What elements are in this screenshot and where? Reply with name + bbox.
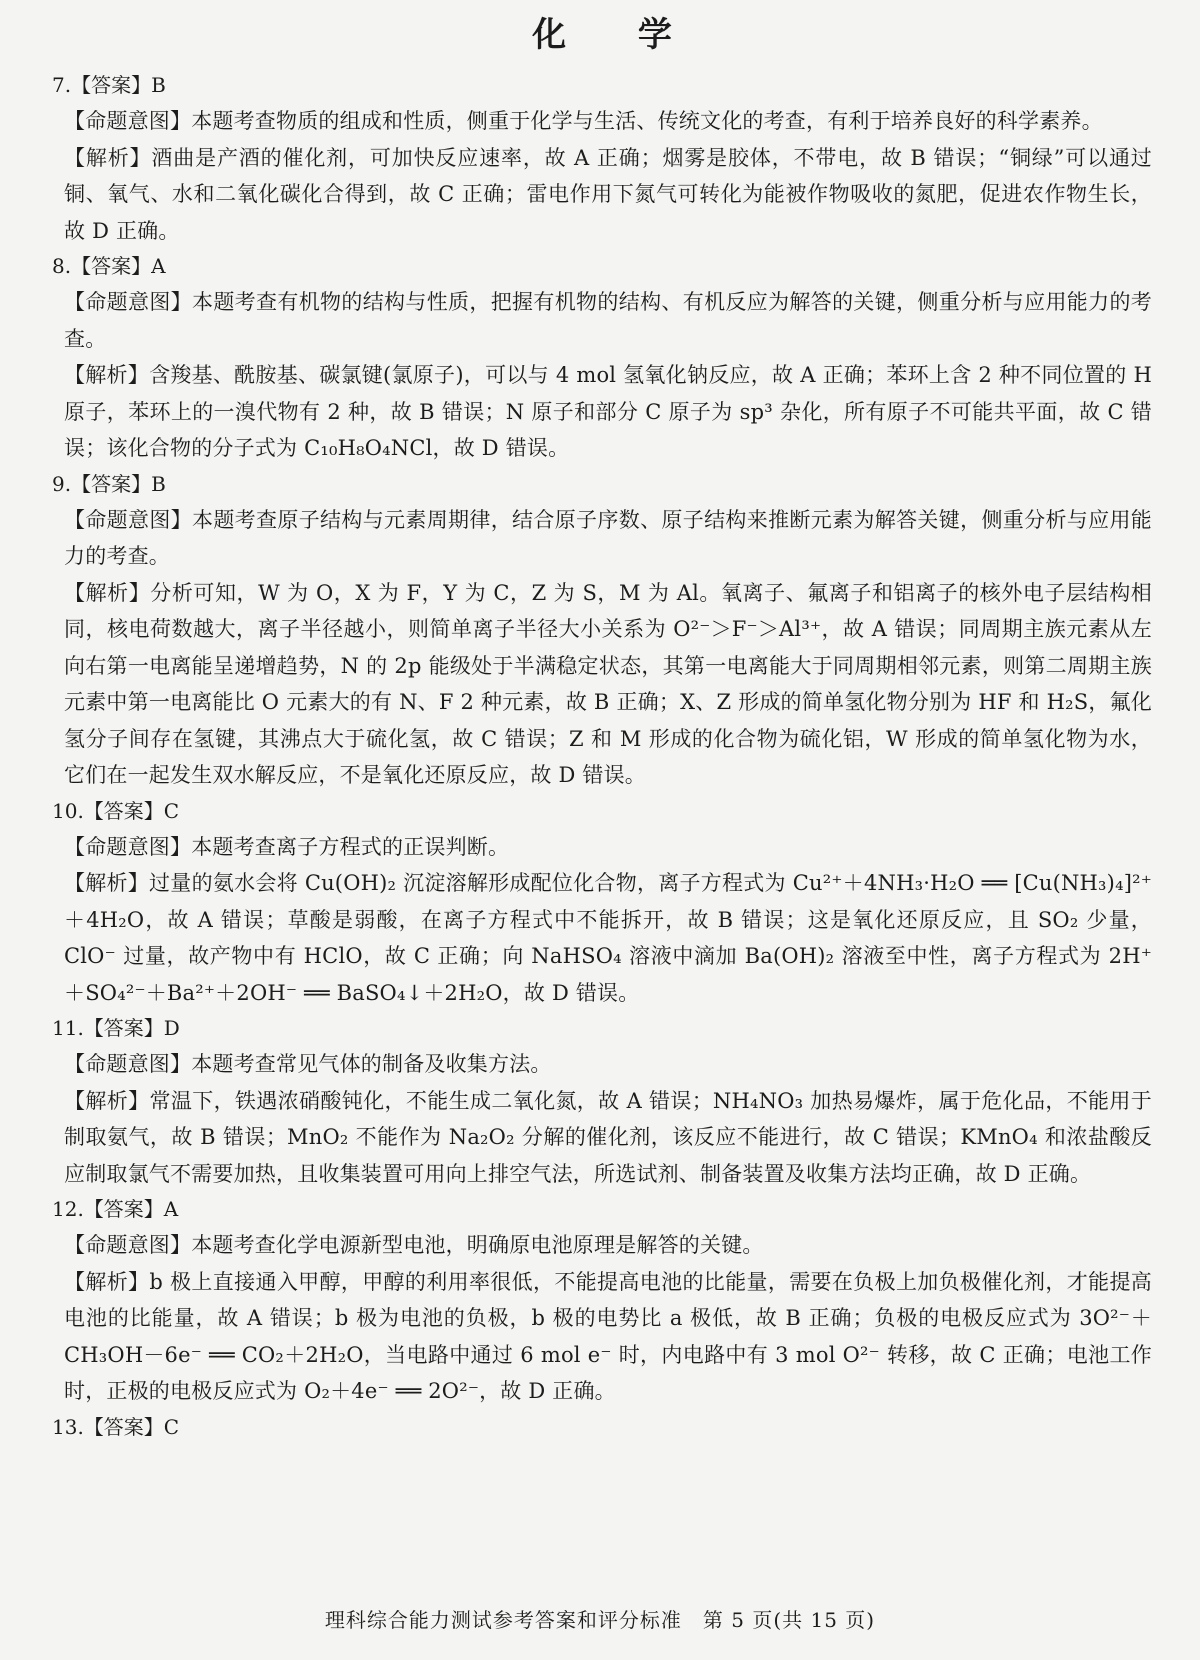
intent-paragraph: 【命题意图】本题考查原子结构与元素周期律，结合原子序数、原子结构来推断元素为解答关键，侧重分析与应用能力的考查。 — [64, 507, 1152, 568]
question-block — [52, 1192, 1152, 1410]
page-title: 化 学 — [532, 15, 702, 55]
answer-line: 11.【答案】D — [52, 1016, 180, 1040]
answer-line: 10.【答案】C — [52, 798, 180, 823]
question-block — [52, 1410, 1152, 1445]
analysis-paragraph: 【解析】b 极上直接通入甲醇，甲醇的利用率很低，不能提高电池的比能量，需要在负极上加负极催化剂，才能提高电池的比能量，故 A 错误；b 极为电池的负极，b 极的电势比 a 极低，故 B 正确；负极的电极反应式为 3O²⁻＋CH₃OH－6e⁻ ══ CO₂＋2H₂O，当电路中通过 6 mol e⁻ 时，内电路中有 3 mol O²⁻ 转移，故 C 正确；电池工作时，正极的电极反应式为 O₂＋4e⁻ ══ 2O²⁻，故 D 正确。 — [64, 1269, 1152, 1403]
analysis-paragraph: 【解析】分析可知，W 为 O，X 为 F，Y 为 C，Z 为 S，M 为 Al。氧离子、氟离子和铝离子的核外电子层结构相同，核电荷数越大，离子半径越小，则简单离子半径大小关系为 O²⁻＞F⁻＞Al³⁺，故 A 错误；同周期主族元素从左向右第一电离能呈递增趋势，N 的 2p 能级处于半满稳定状态，其第一电离能大于同周期相邻元素，则第二周期主族元素中第一电离能比 O 元素大的有 N、F 2 种元素，故 B 正确；X、Z 形成的简单氢化物分别为 HF 和 H₂S，氟化氢分子间存在氢键，其沸点大于硫化氢，故 C 错误；Z 和 M 形成的化合物为硫化铝，W 形成的简单氢化物为水，它们在一起发生双水解反应，不是氧化还原反应，故 D 错误。 — [64, 580, 1152, 787]
intent-paragraph: 【命题意图】本题考查物质的组成和性质，侧重于化学与生活、传统文化的考查，有利于培养良好的科学素养。 — [64, 109, 1103, 133]
question-block — [52, 1011, 1152, 1192]
question-block — [52, 794, 1152, 1012]
intent-paragraph: 【命题意图】本题考查离子方程式的正误判断。 — [64, 834, 510, 859]
intent-paragraph: 【命题意图】本题考查化学电源新型电池，明确原电池原理是解答的关键。 — [64, 1233, 764, 1257]
intent-paragraph: 【命题意图】本题考查有机物的结构与性质，把握有机物的结构、有机反应为解答的关键，侧重分析与应用能力的考查。 — [64, 290, 1152, 351]
intent-paragraph: 【命题意图】本题考查常见气体的制备及收集方法。 — [64, 1052, 552, 1076]
analysis-paragraph: 【解析】含羧基、酰胺基、碳氯键(氯原子)，可以与 4 mol 氢氧化钠反应，故 A 正确；苯环上含 2 种不同位置的 H 原子，苯环上的一溴代物有 2 种，故 B 错误；N 原子和部分 C 原子为 sp³ 杂化，所有原子不可能共平面，故 C 错误；该化合物的分子式为 C₁₀H₈O₄NCl，故 D 错误。 — [64, 363, 1152, 460]
answer-line: 9.【答案】B — [52, 471, 166, 496]
question-block — [52, 68, 1152, 249]
analysis-paragraph: 【解析】常温下，铁遇浓硝酸钝化，不能生成二氧化氮，故 A 错误；NH₄NO₃ 加热易爆炸，属于危化品，不能用于制取氨气，故 B 错误；MnO₂ 不能作为 Na₂O₂ 分解的催化剂，该反应不能进行，故 C 错误；KMnO₄ 和浓盐酸反应制取氯气不需要加热，且收集装置可用向上排空气法，所选试剂、制备装置及收集方法均正确，故 D 正确。 — [64, 1088, 1152, 1186]
answer-line: 12.【答案】A — [52, 1197, 179, 1221]
answer-line: 13.【答案】C — [52, 1414, 180, 1439]
analysis-paragraph: 【解析】过量的氨水会将 Cu(OH)₂ 沉淀溶解形成配位化合物，离子方程式为 Cu²⁺＋4NH₃·H₂O ══ [Cu(NH₃)₄]²⁺＋4H₂O，故 A 错误；草酸是弱酸，在离子方程式中不能拆开，故 B 错误；这是氧化还原反应，且 SO₂ 少量，ClO⁻ 过量，故产物中有 HClO，故 C 正确；向 NaHSO₄ 溶液中滴加 Ba(OH)₂ 溶液至中性，离子方程式为 2H⁺＋SO₄²⁻＋Ba²⁺＋2OH⁻ ══ BaSO₄↓＋2H₂O，故 D 错误。 — [64, 871, 1152, 1005]
question-block — [52, 467, 1152, 794]
page-footer: 理科综合能力测试参考答案和评分标准 第 5 页(共 15 页) — [324, 1608, 876, 1632]
question-block — [52, 249, 1152, 467]
answer-line: 7.【答案】B — [52, 73, 166, 97]
answer-line: 8.【答案】A — [52, 254, 166, 278]
analysis-paragraph: 【解析】酒曲是产酒的催化剂，可加快反应速率，故 A 正确；烟雾是胶体，不带电，故 B 错误；“铜绿”可以通过铜、氧气、水和二氧化碳化合得到，故 C 正确；雷电作用下氮气可转化为能被作物吸收的氮肥，促进农作物生长，故 D 正确。 — [64, 145, 1152, 243]
